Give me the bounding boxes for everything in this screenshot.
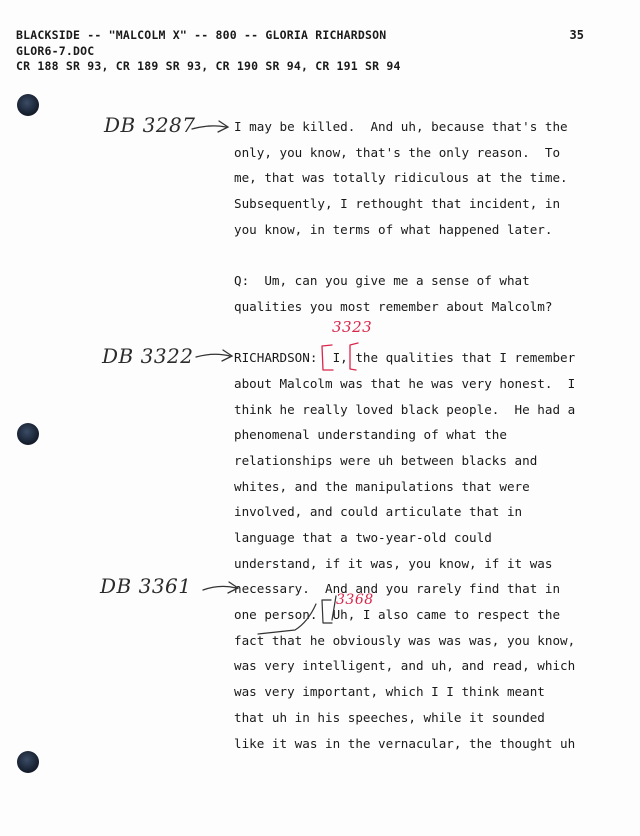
arrow-icon xyxy=(196,354,230,357)
handwritten-db-mark-3: DB 3361 xyxy=(100,574,192,598)
transcript-line: one person. Uh, I also came to respect the xyxy=(234,607,561,623)
transcript-line: you know, in terms of what happened later. xyxy=(234,221,553,237)
transcript-line: think he really loved black people. He had a xyxy=(234,401,576,417)
transcript-line: fact that he obviously was was was, you know, xyxy=(234,632,576,648)
handwritten-red-mark-2: 3368 xyxy=(336,592,374,608)
transcript-line: was very important, which I I think meant xyxy=(234,684,545,700)
header-title: BLACKSIDE -- "MALCOLM X" -- 800 -- GLORIA RICHARDSON xyxy=(16,28,387,42)
arrow-icon xyxy=(192,126,226,129)
black-bracket-mark xyxy=(332,596,336,620)
arrow-icon xyxy=(203,586,236,590)
transcript-line: phenomenal understanding of what the xyxy=(234,427,507,443)
black-bracket-mark xyxy=(258,604,316,634)
handwritten-red-mark-1: 3323 xyxy=(332,318,373,336)
transcript-line: qualities you most remember about Malcolm? xyxy=(234,298,553,314)
transcript-line: Q: Um, can you give me a sense of what xyxy=(234,273,530,289)
transcript-line: RICHARDSON: I, the qualities that I remember xyxy=(234,350,576,366)
transcript-line: I may be killed. And uh, because that's the xyxy=(234,119,568,134)
transcript-line: like it was in the vernacular, the thought uh xyxy=(234,735,576,751)
transcript-line: that uh in his speeches, while it sounded xyxy=(234,709,545,725)
transcript-line: me, that was totally ridiculous at the time. xyxy=(234,170,568,186)
black-bracket-mark xyxy=(322,600,332,623)
transcript-line: relationships were uh between blacks and xyxy=(234,452,538,468)
red-bracket-mark xyxy=(350,343,358,370)
handwritten-db-mark-1: DB 3287 xyxy=(104,113,196,137)
transcript-line: involved, and could articulate that in xyxy=(234,504,523,520)
transcript-line: Subsequently, I rethought that incident, in xyxy=(234,196,561,212)
transcript-line: about Malcolm was that he was very honest. I xyxy=(234,375,576,391)
transcript-line: necessary. And and you rarely find that in xyxy=(234,581,561,597)
header-reel-codes: CR 188 SR 93, CR 189 SR 93, CR 190 SR 94, CR 191 SR 94 xyxy=(16,59,401,73)
red-bracket-mark xyxy=(322,345,333,370)
transcript-line: language that a two-year-old could xyxy=(234,530,492,545)
transcript-line: whites, and the manipulations that were xyxy=(234,478,530,494)
transcript-line: understand, if it was, you know, if it was xyxy=(234,555,553,571)
handwritten-db-mark-2: DB 3322 xyxy=(102,344,194,368)
page-number: 35 xyxy=(569,28,584,42)
transcript-line: only, you know, that's the only reason. To xyxy=(234,144,561,160)
header-filename: GLOR6-7.DOC xyxy=(16,43,95,58)
transcript-line: was very intelligent, and uh, and read, which xyxy=(234,658,576,674)
